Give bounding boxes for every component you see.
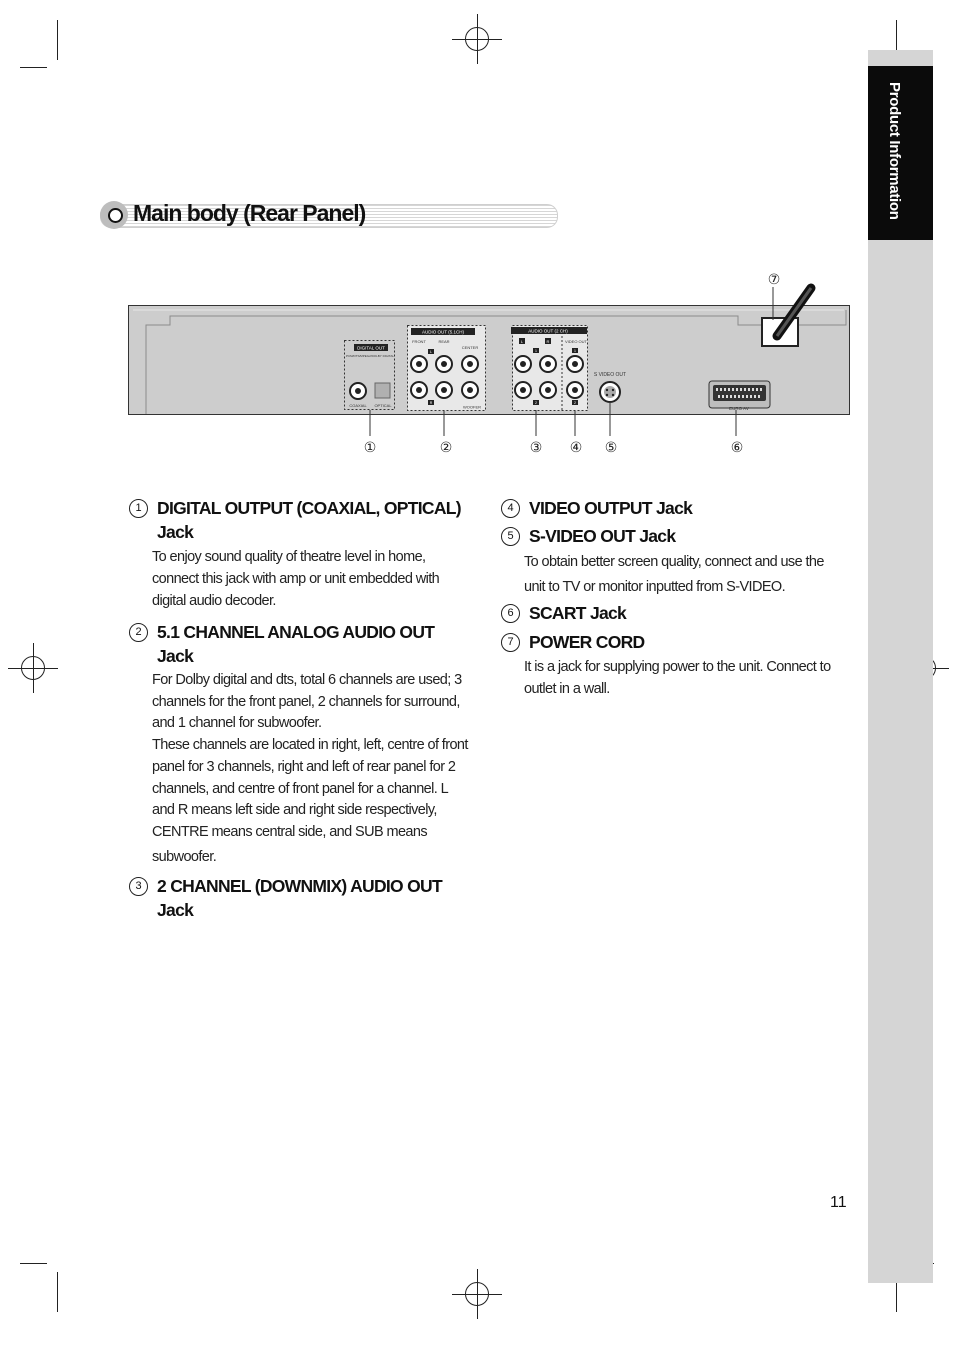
svg-text:R: R [429,401,433,405]
callout-5: ⑤ [604,440,618,456]
crop-mark [20,67,47,68]
svg-text:1: 1 [574,349,576,353]
item-desc-line: unit to TV or monitor inputted from S-VIDEO. [524,579,786,595]
item-desc-line: CENTRE means central side, and SUB means [152,823,427,840]
item-title: SCART Jack [529,603,627,623]
registration-mark [465,27,489,51]
optical-label: OPTICAL [374,403,392,408]
front-label: FRONT [412,339,426,344]
item-title: POWER CORD [529,632,645,652]
item-2ch-audio [129,874,479,922]
svg-text:L: L [430,350,432,354]
digital-out-sublabel: PCM/DTS/MPEG2/DOLBY DIGITAL [345,354,395,358]
registration-mark [465,1282,489,1306]
item-number: 2 [129,623,148,642]
crop-mark [57,1272,58,1312]
item-title-cont: Jack [157,522,194,542]
page-number: 11 [830,1194,847,1211]
digital-out-label: DIGITAL OUT [357,345,385,351]
item-number: 3 [129,877,148,896]
item-51-audio [129,620,484,868]
item-number: 6 [501,604,520,623]
section-title: Main body (Rear Panel) [133,200,366,226]
woofer-label: WOOFER [463,404,481,410]
item-title: DIGITAL OUTPUT (COAXIAL, OPTICAL) [157,498,461,518]
crop-mark [20,1263,47,1264]
item-desc-line: To enjoy sound quality of theatre level in home, [152,549,426,565]
item-title: 5.1 CHANNEL ANALOG AUDIO OUT [157,622,435,642]
svideo-out-label: S VIDEO OUT [593,372,627,378]
callout-3: ③ [529,440,543,456]
item-desc-line: and R means left side and right side respectively, [152,802,437,819]
center-label: CENTER [461,345,479,350]
svg-text:2: 2 [535,401,537,405]
item-digital-output [129,496,479,612]
item-desc-line: outlet in a wall. [524,681,610,697]
item-title: VIDEO OUTPUT Jack [529,498,693,518]
item-power-cord [501,630,856,700]
svg-text:1: 1 [535,349,537,353]
item-desc-line: For Dolby digital and dts, total 6 channels are used; 3 [152,672,462,688]
title-bullet-ring [108,208,123,223]
rear-panel-diagram [128,270,853,470]
item-desc-line: channels for the front panel, 2 channels for surround, [152,693,460,710]
svg-text:R: R [546,339,550,344]
optical-jack [375,383,390,398]
item-number: 7 [501,633,520,652]
item-title-cont: Jack [157,900,194,920]
callout-2: ② [439,440,453,456]
rear-label: REAR [438,339,450,344]
item-desc-line: It is a jack for supplying power to the unit. Connect to [524,659,831,675]
item-title: 2 CHANNEL (DOWNMIX) AUDIO OUT [157,876,442,896]
crop-mark [57,20,58,60]
registration-mark [21,656,45,680]
item-desc-line: To obtain better screen quality, connect and use the [524,554,824,570]
audio-51-label: AUDIO OUT (5.1CH) [422,329,464,335]
item-desc-line: connect this jack with amp or unit embedded with [152,571,440,587]
callout-4: ④ [569,440,583,456]
svg-text:L: L [520,339,524,344]
item-svideo-out [501,524,851,600]
audio-2ch-label: AUDIO OUT (2 CH) [528,328,568,334]
item-desc-line: panel for 3 channels, right and left of rear panel for 2 [152,758,456,775]
euro-av-label: EURO AV [729,406,749,411]
item-desc-line: subwoofer. [152,848,217,865]
callout-6: ⑥ [730,440,744,456]
item-desc-line: and 1 channel for subwoofer. [152,715,322,732]
callout-7: ⑦ [767,272,781,288]
side-tab-label: Product Information [886,82,903,220]
item-video-output [501,496,851,520]
item-number: 5 [501,527,520,546]
item-desc-line: channels, and centre of front panel for a channel. L [152,780,449,797]
item-scart [501,601,851,625]
item-number: 4 [501,499,520,518]
video-out-label: VIDEO OUT [564,339,588,344]
item-number: 1 [129,499,148,518]
coaxial-label: COAXIAL [349,403,367,408]
svg-text:2: 2 [574,401,576,405]
item-desc-line: These channels are located in right, left, centre of front [152,737,468,754]
item-title: S-VIDEO OUT Jack [529,526,676,546]
item-title-cont: Jack [157,646,194,666]
item-desc-line: digital audio decoder. [152,593,276,609]
callout-1: ① [363,440,377,456]
